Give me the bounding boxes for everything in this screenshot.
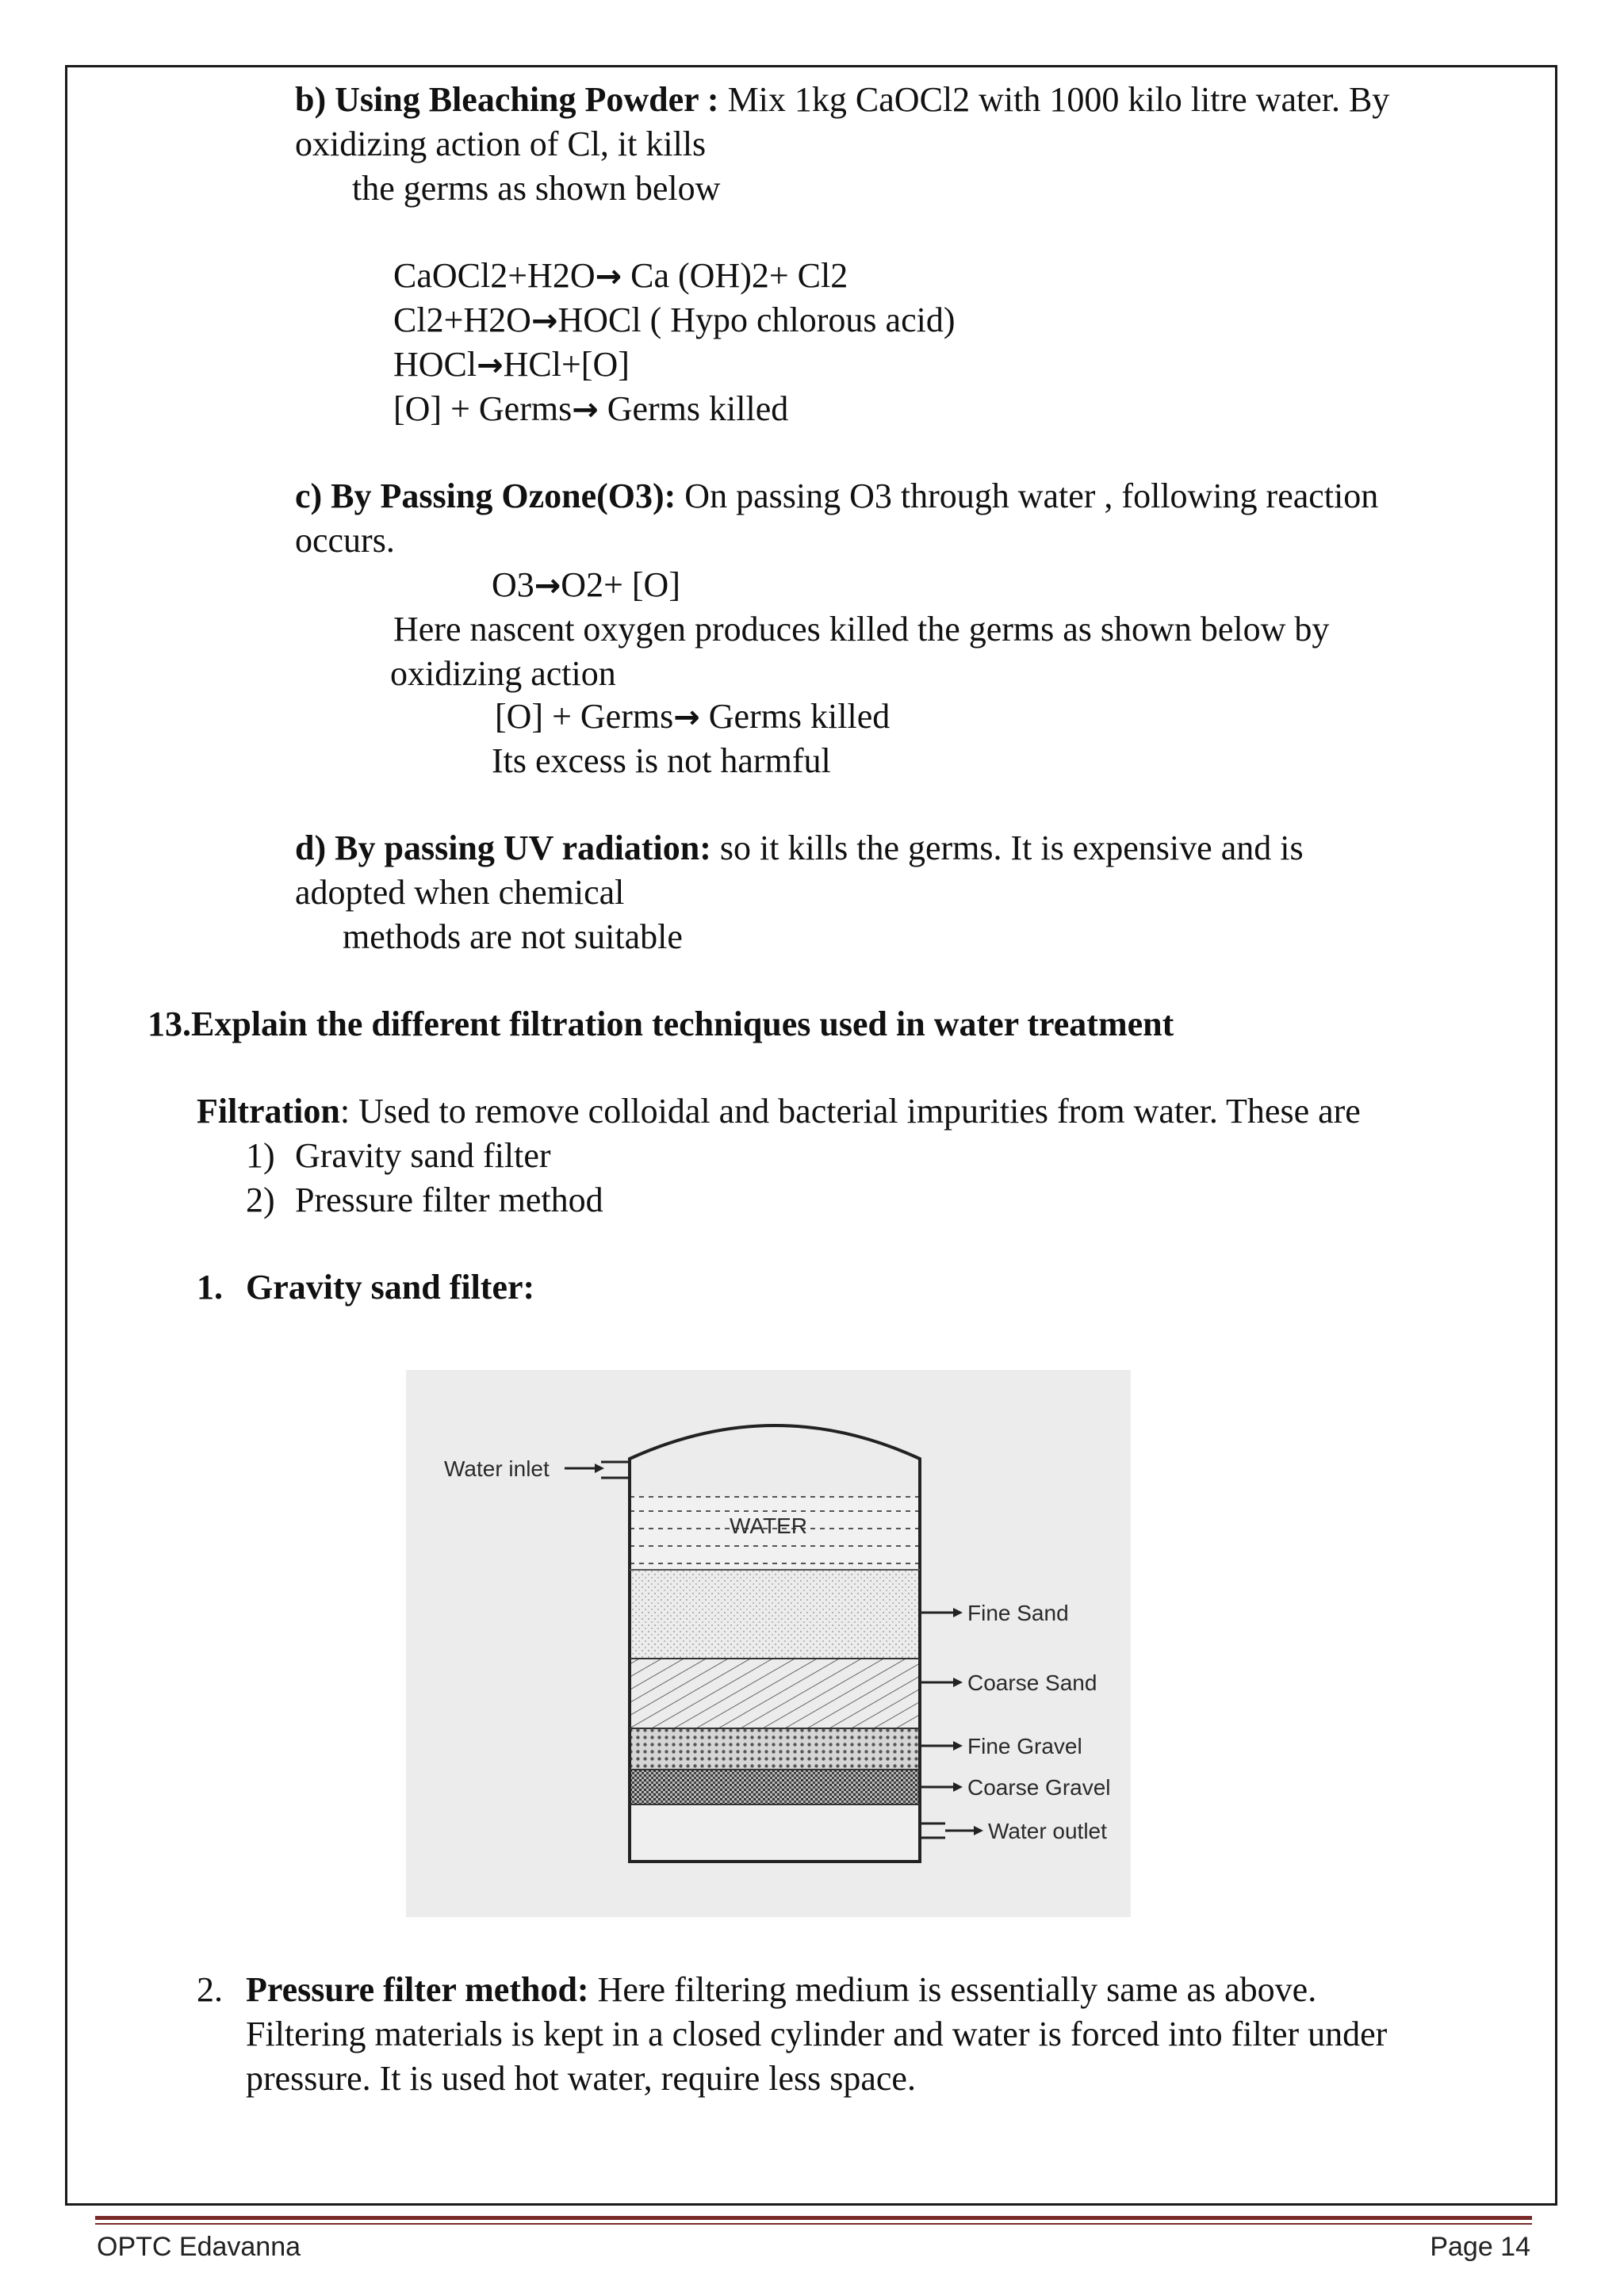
fine-sand-label: Fine Sand (967, 1601, 1069, 1625)
coarse-sand-label: Coarse Sand (967, 1670, 1097, 1695)
footer-rule (95, 2216, 1532, 2220)
subheading-number: 2. (197, 1970, 223, 2009)
equation-4 (393, 387, 788, 432)
pressure-filter-text3: pressure. It is used hot water, require less space. (246, 2059, 916, 2098)
eq-rhs: Germs killed (598, 389, 789, 428)
inlet-pipe (601, 1462, 630, 1478)
section-b-heading: b) Using Bleaching Powder : (295, 80, 719, 119)
section-c-line1 (295, 474, 1378, 519)
section-b-text3: the germs as shown below (352, 169, 721, 208)
section-d-line1 (295, 826, 1304, 871)
outlet-pipe (920, 1823, 945, 1838)
equation-3 (393, 342, 630, 388)
list-number: 1) (246, 1136, 275, 1175)
equation-2 (393, 298, 955, 343)
gravity-sand-filter-diagram (406, 1370, 1131, 1917)
eq-lhs: O3 (492, 565, 534, 604)
arrow-icon: → (595, 258, 622, 295)
arrow-icon: → (477, 347, 504, 384)
eq-lhs: [O] + Germs (393, 389, 573, 428)
section-d-text3: methods are not suitable (343, 917, 683, 956)
section-c-heading: c) By Passing Ozone(O3): (295, 476, 676, 515)
section-c-text4: oxidizing action (390, 654, 616, 693)
pressure-filter-line1 (246, 1968, 1316, 2012)
eq-lhs: [O] + Germs (495, 697, 674, 736)
eq-rhs: HCl+[O] (503, 345, 630, 384)
water-outlet-label: Water outlet (988, 1819, 1107, 1843)
eq-rhs: O2+ [O] (561, 565, 680, 604)
section-c-text3: Here nascent oxygen produces killed the germs as shown below by (393, 610, 1330, 649)
footer-rule-thin (95, 2223, 1532, 2225)
water-label: WATER (730, 1513, 807, 1538)
filtration-label: Filtration (197, 1092, 340, 1131)
equation-1 (393, 254, 848, 299)
question-title: 13.Explain the different filtration techniques used in water treatment (147, 1004, 1174, 1043)
fine-gravel-label: Fine Gravel (967, 1734, 1082, 1758)
section-c-text5: Its excess is not harmful (492, 741, 831, 780)
subheading-number: 1. (197, 1268, 223, 1307)
germs-equation (495, 695, 890, 740)
label-arrows (920, 1613, 974, 1831)
ozone-equation (492, 563, 680, 608)
water-inlet-label: Water inlet (444, 1456, 550, 1481)
eq-lhs: CaOCl2+H2O (393, 256, 596, 295)
section-c-text1: On passing O3 through water , following reaction (676, 476, 1379, 515)
eq-lhs: HOCl (393, 345, 477, 384)
arrow-icon: → (572, 392, 599, 428)
section-b-text2: oxidizing action of Cl, it kills (295, 124, 707, 163)
section-b-line1 (295, 78, 1389, 122)
section-d-text1: so it kills the germs. It is expensive and is (710, 828, 1304, 867)
section-c-text2: occurs. (295, 521, 395, 560)
section-b-text1: Mix 1kg CaOCl2 with 1000 kilo litre water. By (718, 80, 1390, 119)
eq-rhs: HOCl ( Hypo chlorous acid) (557, 300, 956, 339)
gravity-filter-title: Gravity sand filter: (246, 1268, 535, 1307)
footer-left: OPTC Edavanna (97, 2232, 301, 2262)
list-item (246, 1134, 275, 1178)
coarse-gravel-label: Coarse Gravel (967, 1775, 1111, 1800)
list-item-text: Pressure filter method (295, 1181, 603, 1219)
pressure-filter-title: Pressure filter method: (246, 1970, 589, 2009)
arrow-icon: → (673, 699, 700, 736)
page-number: Page 14 (1430, 2232, 1530, 2262)
eq-rhs: Germs killed (699, 697, 891, 736)
arrow-icon: → (530, 303, 558, 339)
arrow-icon: → (534, 568, 561, 604)
section-d-text2: adopted when chemical (295, 873, 625, 912)
filtration-text: : Used to remove colloidal and bacterial impurities from water. These are (339, 1092, 1361, 1131)
pressure-filter-text2: Filtering materials is kept in a closed cylinder and water is forced into filter under (246, 2015, 1388, 2053)
list-item (246, 1178, 275, 1223)
filtration-line (197, 1089, 1361, 1134)
section-d-heading: d) By passing UV radiation: (295, 828, 711, 867)
list-item-text: Gravity sand filter (295, 1136, 551, 1175)
eq-rhs: Ca (OH)2+ Cl2 (622, 256, 848, 295)
pressure-filter-text1: Here filtering medium is essentially same as above. (588, 1970, 1317, 2009)
list-number: 2) (246, 1181, 275, 1219)
eq-lhs: Cl2+H2O (393, 300, 531, 339)
